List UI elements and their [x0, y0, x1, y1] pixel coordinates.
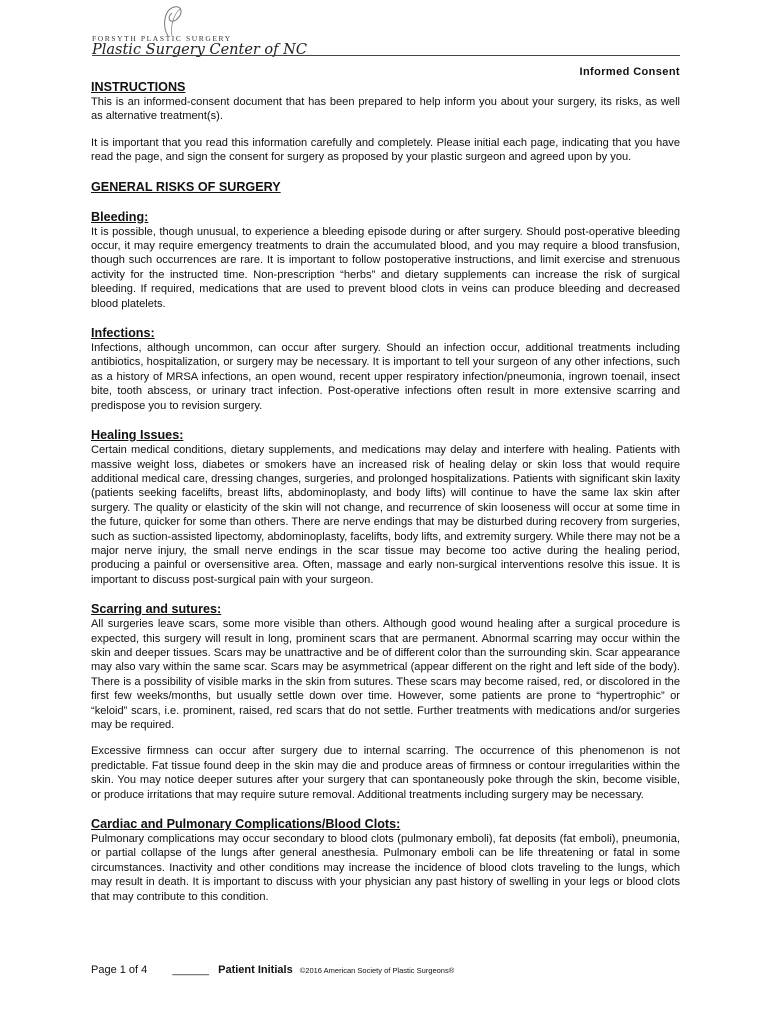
- page-footer: [91, 964, 454, 976]
- scarring-paragraph-1: All surgeries leave scars, some more visible than others. Although good wound healing after a surgical procedure is expected, this surgery will result in long, prominent scars that are permanent. Abnormal scarring may occur within the skin and deeper tissues. Scars may be unattractive and be of different color than the surrounding skin. Scar appearance may also vary within the same scar. Scars may be asymmetrical (appear different on the right and left side of the body). There is a possibility of visible marks in the skin from sutures. These scars may become raised, red, or discolored in the first few weeks/months, but usually settle down over time. However, some patients are prone to “hypertrophic” or “keloid” scars, i.e. prominent, raised, red scars that do not settle. Further treatments with medications and/or surgeries may be required.: [91, 618, 680, 731]
- logo-script-text: Plastic Surgery Center of NC: [92, 42, 307, 58]
- copyright-text: ©2016 American Society of Plastic Surgeons®: [299, 966, 455, 975]
- logo-top-text: FORSYTH PLASTIC SURGERY: [92, 34, 232, 43]
- instructions-paragraph-1: This is an informed-consent document that has been prepared to help inform you about your surgery, its risks, as well as alternative treatment(s).: [91, 96, 680, 123]
- page-number: Page 1 of 4: [91, 964, 148, 976]
- practice-logo: [92, 4, 392, 58]
- document-title: Informed Consent: [579, 66, 680, 78]
- section-heading-scarring: Scarring and sutures:: [91, 602, 222, 617]
- initials-blank[interactable]: ______: [172, 964, 210, 976]
- header-rule: [92, 55, 680, 56]
- healing-paragraph: Certain medical conditions, dietary supplements, and medications may delay and interfere with healing. Patients with massive weight loss, diabetes or smokers have an increased risk of healing delay or skin loss that would require additional medical care, dressing changes, surgeries, and prolonged hospitalizations. Patients with significant skin laxity (patients seeking facelifts, breast lifts, abdominoplasty, and body lifts) will continue to have the same lax skin after surgery. The quality or elasticity of the skin will not change, and recurrence of skin looseness will occur at some time in the future, quicker for some than others. There are nerve endings that may be disturbed during recovery from surgeries, such as suction-assisted lipectomy, abdominoplasty, facelifts, body lifts, and extremity surgery. While there may not be a major nerve injury, the small nerve endings in the scar tissue may become too active during the healing period, producing a painful or oversensitive area. Often, massage and early non-surgical interventions resolve this issue. It is important to discuss post-surgical pain with your surgeon.: [91, 444, 680, 586]
- section-heading-general-risks: GENERAL RISKS OF SURGERY: [91, 179, 281, 194]
- signature-flourish-icon: [148, 4, 192, 38]
- cardiac-paragraph: Pulmonary complications may occur secondary to blood clots (pulmonary emboli), fat deposits (fat emboli), pneumonia, or partial collapse of the lungs after general anesthesia. Pulmonary emboli can be life threatening or fatal in some circumstances. Inactivity and other conditions may increase the incidence of blood clots traveling to the lungs, which may result in death. It is important to discuss with your physician any past history of swelling in your legs or blood clots that may contribute to this condition.: [91, 833, 680, 903]
- section-heading-bleeding: Bleeding:: [91, 209, 149, 224]
- bleeding-paragraph: It is possible, though unusual, to experience a bleeding episode during or after surgery. Should post-operative bleeding occur, it may require emergency treatments to drain the accumulated blood, and you may require a blood transfusion, though such occurrences are rare. It is important to follow postoperative instructions, and limit exercise and strenuous activity for the instructed time. Non-prescription “herbs” and dietary supplements can increase the risk of surgical bleeding. If required, medications that are used to prevent blood clots in veins can produce bleeding and decreased blood platelets.: [91, 225, 680, 310]
- section-heading-cardiac: Cardiac and Pulmonary Complications/Blood Clots:: [91, 817, 401, 832]
- document-body: [91, 79, 680, 904]
- section-heading-healing: Healing Issues:: [91, 428, 184, 443]
- section-heading-infections: Infections:: [91, 326, 155, 341]
- initials-label: Patient Initials: [218, 964, 293, 976]
- section-heading-instructions: INSTRUCTIONS: [91, 80, 186, 94]
- instructions-paragraph-2: It is important that you read this information carefully and completely. Please initial each page, indicating that you have read the page, and sign the consent for surgery as proposed by your plastic surgeon and agreed upon by you.: [91, 136, 680, 164]
- infections-paragraph: Infections, although uncommon, can occur after surgery. Should an infection occur, additional treatments including antibiotics, hospitalization, or surgery may be necessary. It is important to tell your surgeon of any other infections, such as a history of MRSA infections, an open wound, recent upper respiratory infection/pneumonia, ingrown toenail, insect bite, tooth abscess, or urinary tract infection. Post-operative infections often result in more extensive scarring and predispose you to revision surgery.: [91, 342, 680, 412]
- scarring-paragraph-2: Excessive firmness can occur after surgery due to internal scarring. The occurrence of this phenomenon is not predictable. Fat tissue found deep in the skin may die and produce areas of firmness or contour irregularities within the skin. You may notice deeper sutures after your surgery that can spontaneously poke through the skin, become visible, or produce irritations that may require suture removal. Additional treatments including surgery may be necessary.: [91, 745, 680, 801]
